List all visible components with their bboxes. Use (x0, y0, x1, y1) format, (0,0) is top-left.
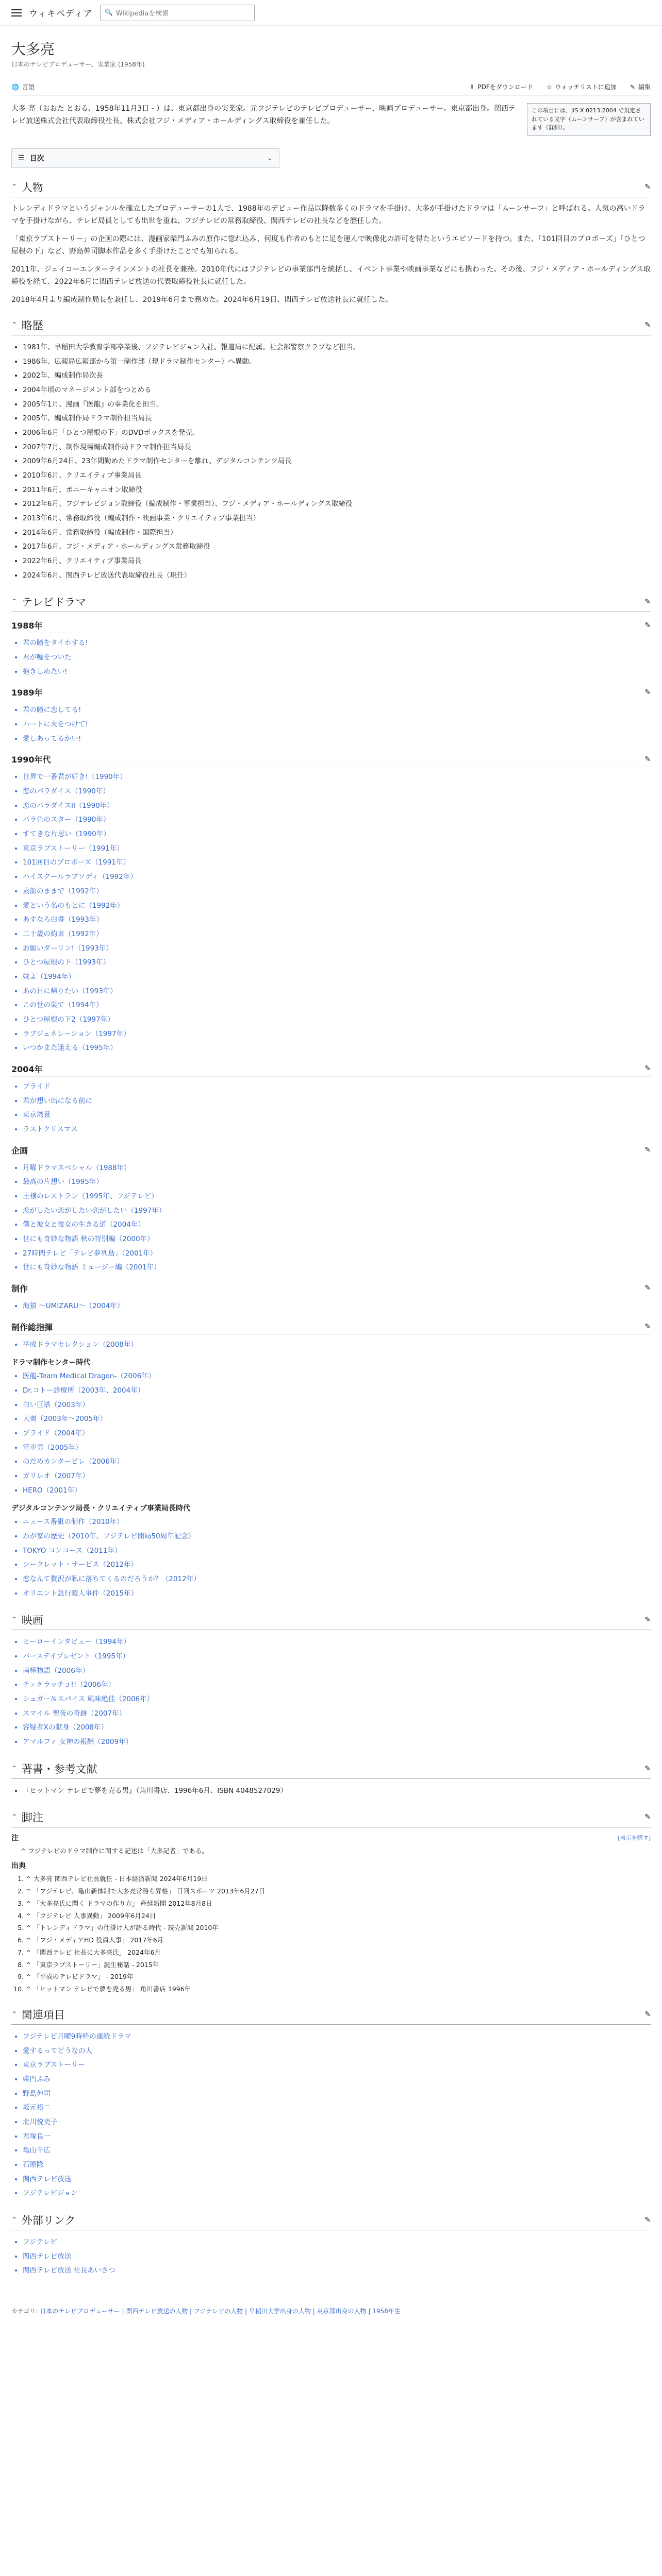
career-item: • 2024年6月、関西テレビ放送代表取締役社長（現任） (23, 569, 651, 583)
drama-group-title: 1989年 (11, 688, 43, 698)
career-item: • 2007年7月、制作現場編成制作局ドラマ制作担当局長 (23, 440, 651, 455)
career-item: • 2002年、編成制作局次長 (23, 369, 651, 383)
drama-list (23, 1080, 651, 1137)
paragraph: トレンディドラマというジャンルを確立したプロデューサーの1人で、1988年のデビュー作品以降数多くのドラマを手掛け、大多が手掛けたドラマは「ムーンサーフ」と呼ばれる。人気の高いドラマを手掛けながら、テレビ局員としても出世を重ね、フジテレビの常務取締役、関西テレビの社長などを歴任した。 (11, 204, 646, 225)
drama-group-header (11, 686, 651, 700)
notes-heading: 注 (11, 1834, 19, 1843)
site-logo[interactable]: ウィキペディア (29, 9, 93, 19)
table-of-contents[interactable] (11, 148, 279, 168)
edit-section-icon[interactable]: ✎ (644, 2010, 651, 2019)
edit-section-icon[interactable]: ✎ (644, 1764, 651, 1773)
reference-item: 6. ^ 「フジ・メディアHD 役員人事」 2017年6月 (26, 1934, 651, 1946)
subsection-supervising-header (11, 1321, 651, 1335)
drama-item[interactable]: • 愛しあってるかい! (23, 732, 651, 747)
supervising-item[interactable]: • ガリレオ（2007年） (23, 1469, 651, 1484)
planning-item[interactable]: • 世にも奇妙な物語 ミュージー編（2001年） (23, 1261, 651, 1275)
edit-section-icon[interactable]: ✎ (644, 755, 651, 764)
film-item[interactable]: • チェケラッチョ!!（2006年） (23, 1678, 651, 1692)
article-content (0, 26, 662, 2315)
chevron-up-icon[interactable]: ⌃ (11, 1764, 18, 1773)
minor-heading: デジタルコンテンツ局長・クリエイティブ事業局長時代 (11, 1504, 191, 1513)
external-link[interactable]: • 関西テレビ放送 (23, 2250, 651, 2264)
section-related-header[interactable] (11, 2007, 651, 2025)
chevron-up-icon[interactable]: ⌃ (11, 1813, 18, 1822)
career-item: • 2017年6月、フジ・メディア・ホールディングス常務取締役 (23, 540, 651, 554)
edit-section-icon[interactable]: ✎ (644, 688, 651, 697)
category-links[interactable]: 日本のテレビプロデューサー | 関西テレビ放送の人物 | フジテレビの人物 | 早稲田大学出身の人物 | 東京都出身の人物 | 1958年生 (40, 2308, 401, 2315)
search-placeholder: Wikipediaを検索 (115, 10, 169, 18)
lead-paragraph: 大多 亮（おおた とおる、1958年11月3日 - ）は、東京都出身の実業家。元フジテレビのテレビプロデューサー、映画プロデューサー。東京都出身。関西テレビ放送株式会社代表取締役社長、株式会社フジ・メディア・ホールディングス取締役を兼任した。 (11, 105, 516, 125)
page-title: 大多亮 (11, 41, 55, 58)
section-notes-header[interactable] (11, 1809, 651, 1827)
film-item[interactable]: • スマイル 聖夜の奇跡（2007年） (23, 1707, 651, 1721)
related-item[interactable]: • 坂元裕二 (23, 2101, 651, 2115)
drama-item[interactable]: • ラストクリスマス (23, 1123, 651, 1137)
career-item: • 2010年6月、クリエイティブ事業局長 (23, 469, 651, 483)
paragraph: 「東京ラブストーリー」の企画の際には、漫画家柴門ふみの原作に惚れ込み、何度も作者のもとに足を運んで映像化の許可を得たというエピソードを持つ。また、「101回目のプロポーズ」「ひとつ屋根の下」など、野島伸司脚本作品を多く手掛けたことでも知られる。 (11, 234, 646, 256)
sources-heading: 出典 (11, 1862, 26, 1871)
note-text: ^ フジテレビのドラマ制作に関する記述は「大多記者」である。 (21, 1847, 208, 1855)
drama-item[interactable]: • あすなろ白書（1993年） (23, 913, 651, 927)
planning-item[interactable]: • 月曜ドラマスペシャル（1988年） (23, 1161, 651, 1176)
chevron-up-icon[interactable]: ⌃ (11, 2010, 18, 2019)
related-item[interactable]: • 君塚良一 (23, 2130, 651, 2144)
reference-item: 10. ^ 「ヒットマン テレビで夢を売る男」 角川書店 1996年 (26, 1983, 651, 1995)
supervising-item[interactable]: • Dr.コトー診療所（2003年、2004年） (23, 1384, 651, 1398)
supervising-item[interactable]: • 恋なんて贅沢が私に落ちてくるのだろうか？（2012年） (23, 1572, 651, 1587)
career-item: • 2014年6月、常務取締役（編成制作・国際担当） (23, 526, 651, 540)
supervising-sub2-list (23, 1515, 651, 1601)
drama-item[interactable]: • いつかまた逢える（1995年） (23, 1041, 651, 1056)
reference-item: 3. ^ 「大多亮氏に聞く ドラマの作り方」 産経新聞 2012年8月8日 (26, 1897, 651, 1910)
section-title: 略歴 (21, 319, 43, 332)
edit-section-icon[interactable]: ✎ (644, 1323, 651, 1331)
career-item: • 2022年6月、クリエイティブ事業局長 (23, 554, 651, 569)
section-person-body (11, 202, 651, 307)
drama-item[interactable]: • 君が想い出になる前に (23, 1094, 651, 1109)
pdf-download-button[interactable]: ⇩ PDFをダウンロード (469, 83, 533, 91)
languages-button[interactable]: 🌐 言語 (11, 83, 35, 91)
drama-group-title: 2004年 (11, 1064, 43, 1074)
top-bar (0, 0, 662, 26)
section-external-header[interactable] (11, 2212, 651, 2230)
planning-item[interactable]: • 恋がしたい恋がしたい恋がしたい（1997年） (23, 1204, 651, 1218)
supervising-item[interactable]: • TOKYO コンコース（2011年） (23, 1544, 651, 1558)
subsection-planning-header (11, 1144, 651, 1158)
career-item: • 2006年6月「ひとつ屋根の下」のDVDボックスを発売。 (23, 426, 651, 440)
drama-item[interactable]: • 恋のパラダイス（1990年） (23, 785, 651, 799)
related-item[interactable]: • 愛するってどうなの人 (23, 2044, 651, 2059)
supervising-item[interactable]: • 大奥（2003年～2005年） (23, 1412, 651, 1427)
watchlist-button[interactable]: ☆ ウォッチリストに追加 (546, 83, 617, 91)
section-title: 著書・参考文献 (21, 1762, 97, 1775)
reference-item: 7. ^ 「関西テレビ 社長に大多亮氏」 2024年6月 (26, 1946, 651, 1959)
edit-section-icon[interactable]: ✎ (644, 1616, 651, 1624)
drama-item[interactable]: • この世の果て（1994年） (23, 998, 651, 1013)
drama-list (23, 703, 651, 746)
production-item[interactable]: • 海猿 ～UMIZARU～（2004年） (23, 1299, 651, 1314)
drama-item[interactable]: • 君が嘘をついた (23, 651, 651, 665)
drama-item[interactable]: • 君の瞳をタイホする! (23, 636, 651, 651)
hide-link[interactable]: [表示を隠す] (618, 1835, 651, 1842)
external-link[interactable]: • 関西テレビ放送 社長あいさつ (23, 2264, 651, 2278)
edit-section-icon[interactable]: ✎ (644, 1064, 651, 1073)
drama-list (23, 636, 651, 679)
career-item: • 2013年6月、常務取締役（編成制作・映画事業・クリエイティブ事業担当） (23, 512, 651, 526)
career-item: • 2005年1月、漫画『医龍』の事業化を担当。 (23, 398, 651, 412)
reference-item: 4. ^ 「フジテレビ 人事異動」 2009年6月24日 (26, 1910, 651, 1922)
supervising-item[interactable]: • オリエント急行殺人事件（2015年） (23, 1587, 651, 1601)
planning-item[interactable]: • 僕と彼女と彼女の生きる道（2004年） (23, 1218, 651, 1232)
drama-item[interactable]: • プライド (23, 1080, 651, 1094)
references-list (26, 1873, 651, 1995)
reference-item: 1. ^ 大多亮 関西テレビ社長就任 - 日本経済新聞 2024年6月19日 (26, 1873, 651, 1885)
drama-groups (11, 619, 651, 1137)
planning-item[interactable]: • 最高の片想い（1995年） (23, 1175, 651, 1190)
supervising-item[interactable]: • 電車男（2005年） (23, 1441, 651, 1455)
planning-item[interactable]: • 世にも奇妙な物語 秋の特別編（2000年） (23, 1232, 651, 1247)
edit-section-icon[interactable]: ✎ (644, 1146, 651, 1155)
section-title: 外部リンク (21, 2214, 76, 2227)
supervising-item[interactable]: • HERO（2001年） (23, 1484, 651, 1498)
books-list (23, 1784, 651, 1799)
reference-item: 2. ^ 「フジテレビ、亀山新体制で大多亮常務ら昇格」 日刊スポーツ 2013年6月27日 (26, 1885, 651, 1897)
supervising-list (23, 1338, 651, 1352)
pencil-icon: ✎ (630, 83, 635, 91)
section-films-header[interactable] (11, 1612, 651, 1630)
drama-item[interactable]: • ラブジェネレーション（1997年） (23, 1027, 651, 1042)
edit-section-icon[interactable]: ✎ (644, 621, 651, 630)
chevron-up-icon[interactable]: ⌃ (11, 1616, 18, 1624)
drama-item[interactable]: • 東京湾景 (23, 1108, 651, 1123)
page-subtitle: 日本のテレビプロデューサー、実業家 (1958年) (11, 61, 145, 68)
subsection-title: 制作 (11, 1283, 28, 1294)
section-title: 脚注 (21, 1811, 43, 1824)
career-item: • 2004年頃のマネージメント部をつとめる (23, 383, 651, 398)
paragraph: 2011年、ジェイコーエンターテインメントの社長を兼務。2010年代にはフジテレビの事業部門を統括し、イベント事業や映画事業などにも携わった。その後、フジ・メディア・ホールディングス取締役を経て、2022年6月に関西テレビ放送の代表取締役社長に就任した。 (11, 265, 651, 286)
supervising-item[interactable]: • 白い巨塔（2003年） (23, 1398, 651, 1413)
search-input[interactable] (100, 5, 255, 21)
edit-section-icon[interactable]: ✎ (644, 1813, 651, 1822)
related-item[interactable]: • 柴門ふみ (23, 2073, 651, 2087)
related-item[interactable]: • 北川悦吏子 (23, 2115, 651, 2130)
chevron-up-icon[interactable]: ⌃ (11, 182, 18, 191)
related-item[interactable]: • 野島伸司 (23, 2087, 651, 2102)
reference-item: 9. ^ 「平成のテレビドラマ」 - 2019年 (26, 1971, 651, 1983)
language-icon: 🌐 (11, 83, 19, 91)
edit-page-button[interactable]: ✎ 編集 (630, 83, 651, 91)
section-title: 関連項目 (21, 2008, 65, 2021)
supervising-item[interactable]: • わが家の歴史（2010年、フジテレビ開局50周年記念） (23, 1530, 651, 1544)
career-item: • 1986年、広報局広報部から第一制作部（現ドラマ制作センター）へ異動。 (23, 355, 651, 369)
drama-item[interactable]: • ハートに火をつけて! (23, 718, 651, 732)
drama-item[interactable]: • 二十歳の約束（1992年） (23, 927, 651, 942)
notes-subheader (11, 1833, 651, 1843)
drama-item[interactable]: • ハイスクールラプソディ（1992年） (23, 870, 651, 885)
chevron-up-icon[interactable]: ⌃ (11, 2215, 18, 2224)
page-tools (11, 78, 651, 96)
related-item[interactable]: • 石原隆 (23, 2158, 651, 2173)
supervising-item[interactable]: • 医龍-Team Medical Dragon-（2006年） (23, 1369, 651, 1384)
download-icon: ⇩ (469, 83, 475, 91)
planning-item[interactable]: • 27時間テレビ「テレビ夢列島」（2001年） (23, 1247, 651, 1261)
related-item[interactable]: • 東京ラブストーリー (23, 2058, 651, 2073)
subsection-title: 企画 (11, 1145, 28, 1156)
edit-section-icon[interactable]: ✎ (644, 598, 651, 606)
external-link[interactable]: • フジテレビ (23, 2235, 651, 2250)
career-item: • 1981年、早稲田大学教育学部卒業後、フジテレビジョン入社。報道局に配属。社会部警察クラブなど担当。 (23, 341, 651, 355)
menu-icon[interactable] (11, 9, 22, 16)
chevron-down-icon[interactable]: ⌄ (267, 154, 273, 162)
edit-section-icon[interactable]: ✎ (644, 321, 651, 329)
film-item[interactable]: • 容疑者Xの献身（2008年） (23, 1721, 651, 1735)
drama-item[interactable]: • 世界で一番君が好き!（1990年） (23, 770, 651, 785)
drama-item[interactable]: • 101回目のプロポーズ（1991年） (23, 856, 651, 870)
edit-section-icon[interactable]: ✎ (644, 1284, 651, 1293)
section-dramas-header[interactable] (11, 594, 651, 612)
section-person-header[interactable] (11, 179, 651, 197)
drama-item[interactable]: • あの日に帰りたい（1993年） (23, 985, 651, 999)
edit-section-icon[interactable]: ✎ (644, 182, 651, 191)
drama-item[interactable]: • パラ色のスター（1990年） (23, 813, 651, 827)
drama-item[interactable]: • 愛という名のもとに（1992年） (23, 899, 651, 913)
drama-item[interactable]: • 恋のパラダイスII（1990年） (23, 799, 651, 814)
drama-item[interactable]: • ひとつ屋根の下2（1997年） (23, 1013, 651, 1027)
drama-item[interactable]: • 素顔のままで（1992年） (23, 885, 651, 899)
supervising-item[interactable]: • 平成ドラマセレクション（2008年） (23, 1338, 651, 1352)
drama-group-header (11, 753, 651, 767)
drama-list (23, 770, 651, 1055)
book-item: • 『ヒットマン テレビで夢を売る男』（角川書店、1996年6月、ISBN 4048527029） (23, 1784, 651, 1799)
drama-item[interactable]: • 妹よ（1994年） (23, 970, 651, 985)
notice-box: この項目には、JIS X 0213:2004 で規定されている文字（ムーンサーフ）が含まれています（詳細）。 (527, 103, 651, 136)
related-item[interactable]: • 亀山千広 (23, 2144, 651, 2158)
drama-item[interactable]: • お願いダーリン!（1993年） (23, 942, 651, 956)
lead-section (11, 103, 651, 136)
section-title: テレビドラマ (21, 596, 87, 609)
film-item[interactable]: • バースデイプレゼント（1995年） (23, 1650, 651, 1664)
production-list (23, 1299, 651, 1314)
reference-item: 5. ^ 「トレンディドラマ」の仕掛け人が語る時代 - 読売新聞 2010年 (26, 1922, 651, 1934)
drama-item[interactable]: • 東京ラブストーリー（1991年） (23, 842, 651, 856)
drama-item[interactable]: • 抱きしめたい! (23, 665, 651, 680)
drama-item[interactable]: • 君の瞳に恋してる! (23, 703, 651, 718)
drama-group-title: 1990年代 (11, 755, 51, 765)
section-career-header[interactable] (11, 317, 651, 335)
film-item[interactable]: • アマルフィ 女神の報酬（2009年） (23, 1735, 651, 1750)
list-icon: ☰ (18, 154, 25, 162)
supervising-item[interactable]: • のだめカンタービレ（2006年） (23, 1455, 651, 1469)
subsection-production-header (11, 1282, 651, 1296)
planning-list (23, 1161, 651, 1275)
chevron-up-icon[interactable]: ⌃ (11, 321, 18, 329)
drama-item[interactable]: • すてきな片思い（1990年） (23, 827, 651, 842)
supervising-item[interactable]: • シークレット・サービス（2012年） (23, 1558, 651, 1572)
footer-categories (11, 2299, 651, 2315)
drama-group-header (11, 619, 651, 633)
career-list (23, 341, 651, 583)
related-list (23, 2030, 651, 2201)
minor-heading: ドラマ制作センター時代 (11, 1359, 91, 1367)
edit-section-icon[interactable]: ✎ (644, 2215, 651, 2224)
chevron-up-icon[interactable]: ⌃ (11, 598, 18, 606)
planning-item[interactable]: • 王様のレストラン（1995年、フジテレビ） (23, 1190, 651, 1204)
section-title: 映画 (21, 1614, 43, 1627)
reference-item: 8. ^ 「東京ラブストーリー」誕生秘話 - 2015年 (26, 1959, 651, 1971)
drama-item[interactable]: • ひとつ屋根の下（1993年） (23, 956, 651, 970)
related-item[interactable]: • フジテレビ月曜9時枠の連続ドラマ (23, 2030, 651, 2044)
career-item: • 2009年6月24日、23年間勤めたドラマ制作センターを離れ、デジタルコンテンツ局長 (23, 454, 651, 469)
career-item: • 2011年6月、ポニーキャニオン取締役 (23, 483, 651, 498)
related-item[interactable]: • 関西テレビ放送 (23, 2173, 651, 2187)
drama-group-title: 1988年 (11, 621, 43, 631)
supervising-item[interactable]: • プライド（2004年） (23, 1427, 651, 1441)
career-item: • 2005年、編成制作局ドラマ制作担当局長 (23, 412, 651, 426)
subsection-title: 制作総指揮 (11, 1322, 53, 1332)
film-item[interactable]: • シュガー＆スパイス 風味絶佳（2006年） (23, 1692, 651, 1707)
section-books-header[interactable] (11, 1761, 651, 1779)
film-item[interactable]: • 南極物語（2006年） (23, 1664, 651, 1679)
supervising-item[interactable]: • ニュース番組の制作（2010年） (23, 1515, 651, 1530)
star-icon: ☆ (546, 83, 552, 91)
section-title: 人物 (21, 181, 43, 194)
films-list (23, 1635, 651, 1749)
search-icon: 🔍 (104, 9, 113, 16)
paragraph: 2018年4月より編成制作局長を兼任し、2019年6月まで務めた。2024年6月19日、関西テレビ放送社長に就任した。 (11, 295, 393, 304)
category-label: カテゴリ: (11, 2308, 38, 2315)
toc-label: 目次 (29, 154, 44, 163)
related-item[interactable]: • フジテレビジョン (23, 2187, 651, 2201)
external-list (23, 2235, 651, 2278)
film-item[interactable]: • ヒーローインタビュー（1994年） (23, 1635, 651, 1650)
career-item: • 2012年6月、フジテレビジョン取締役（編成制作・事業担当）、フジ・メディア・ホールディングス取締役 (23, 497, 651, 512)
drama-group-header (11, 1063, 651, 1077)
supervising-sub-list (23, 1369, 651, 1498)
